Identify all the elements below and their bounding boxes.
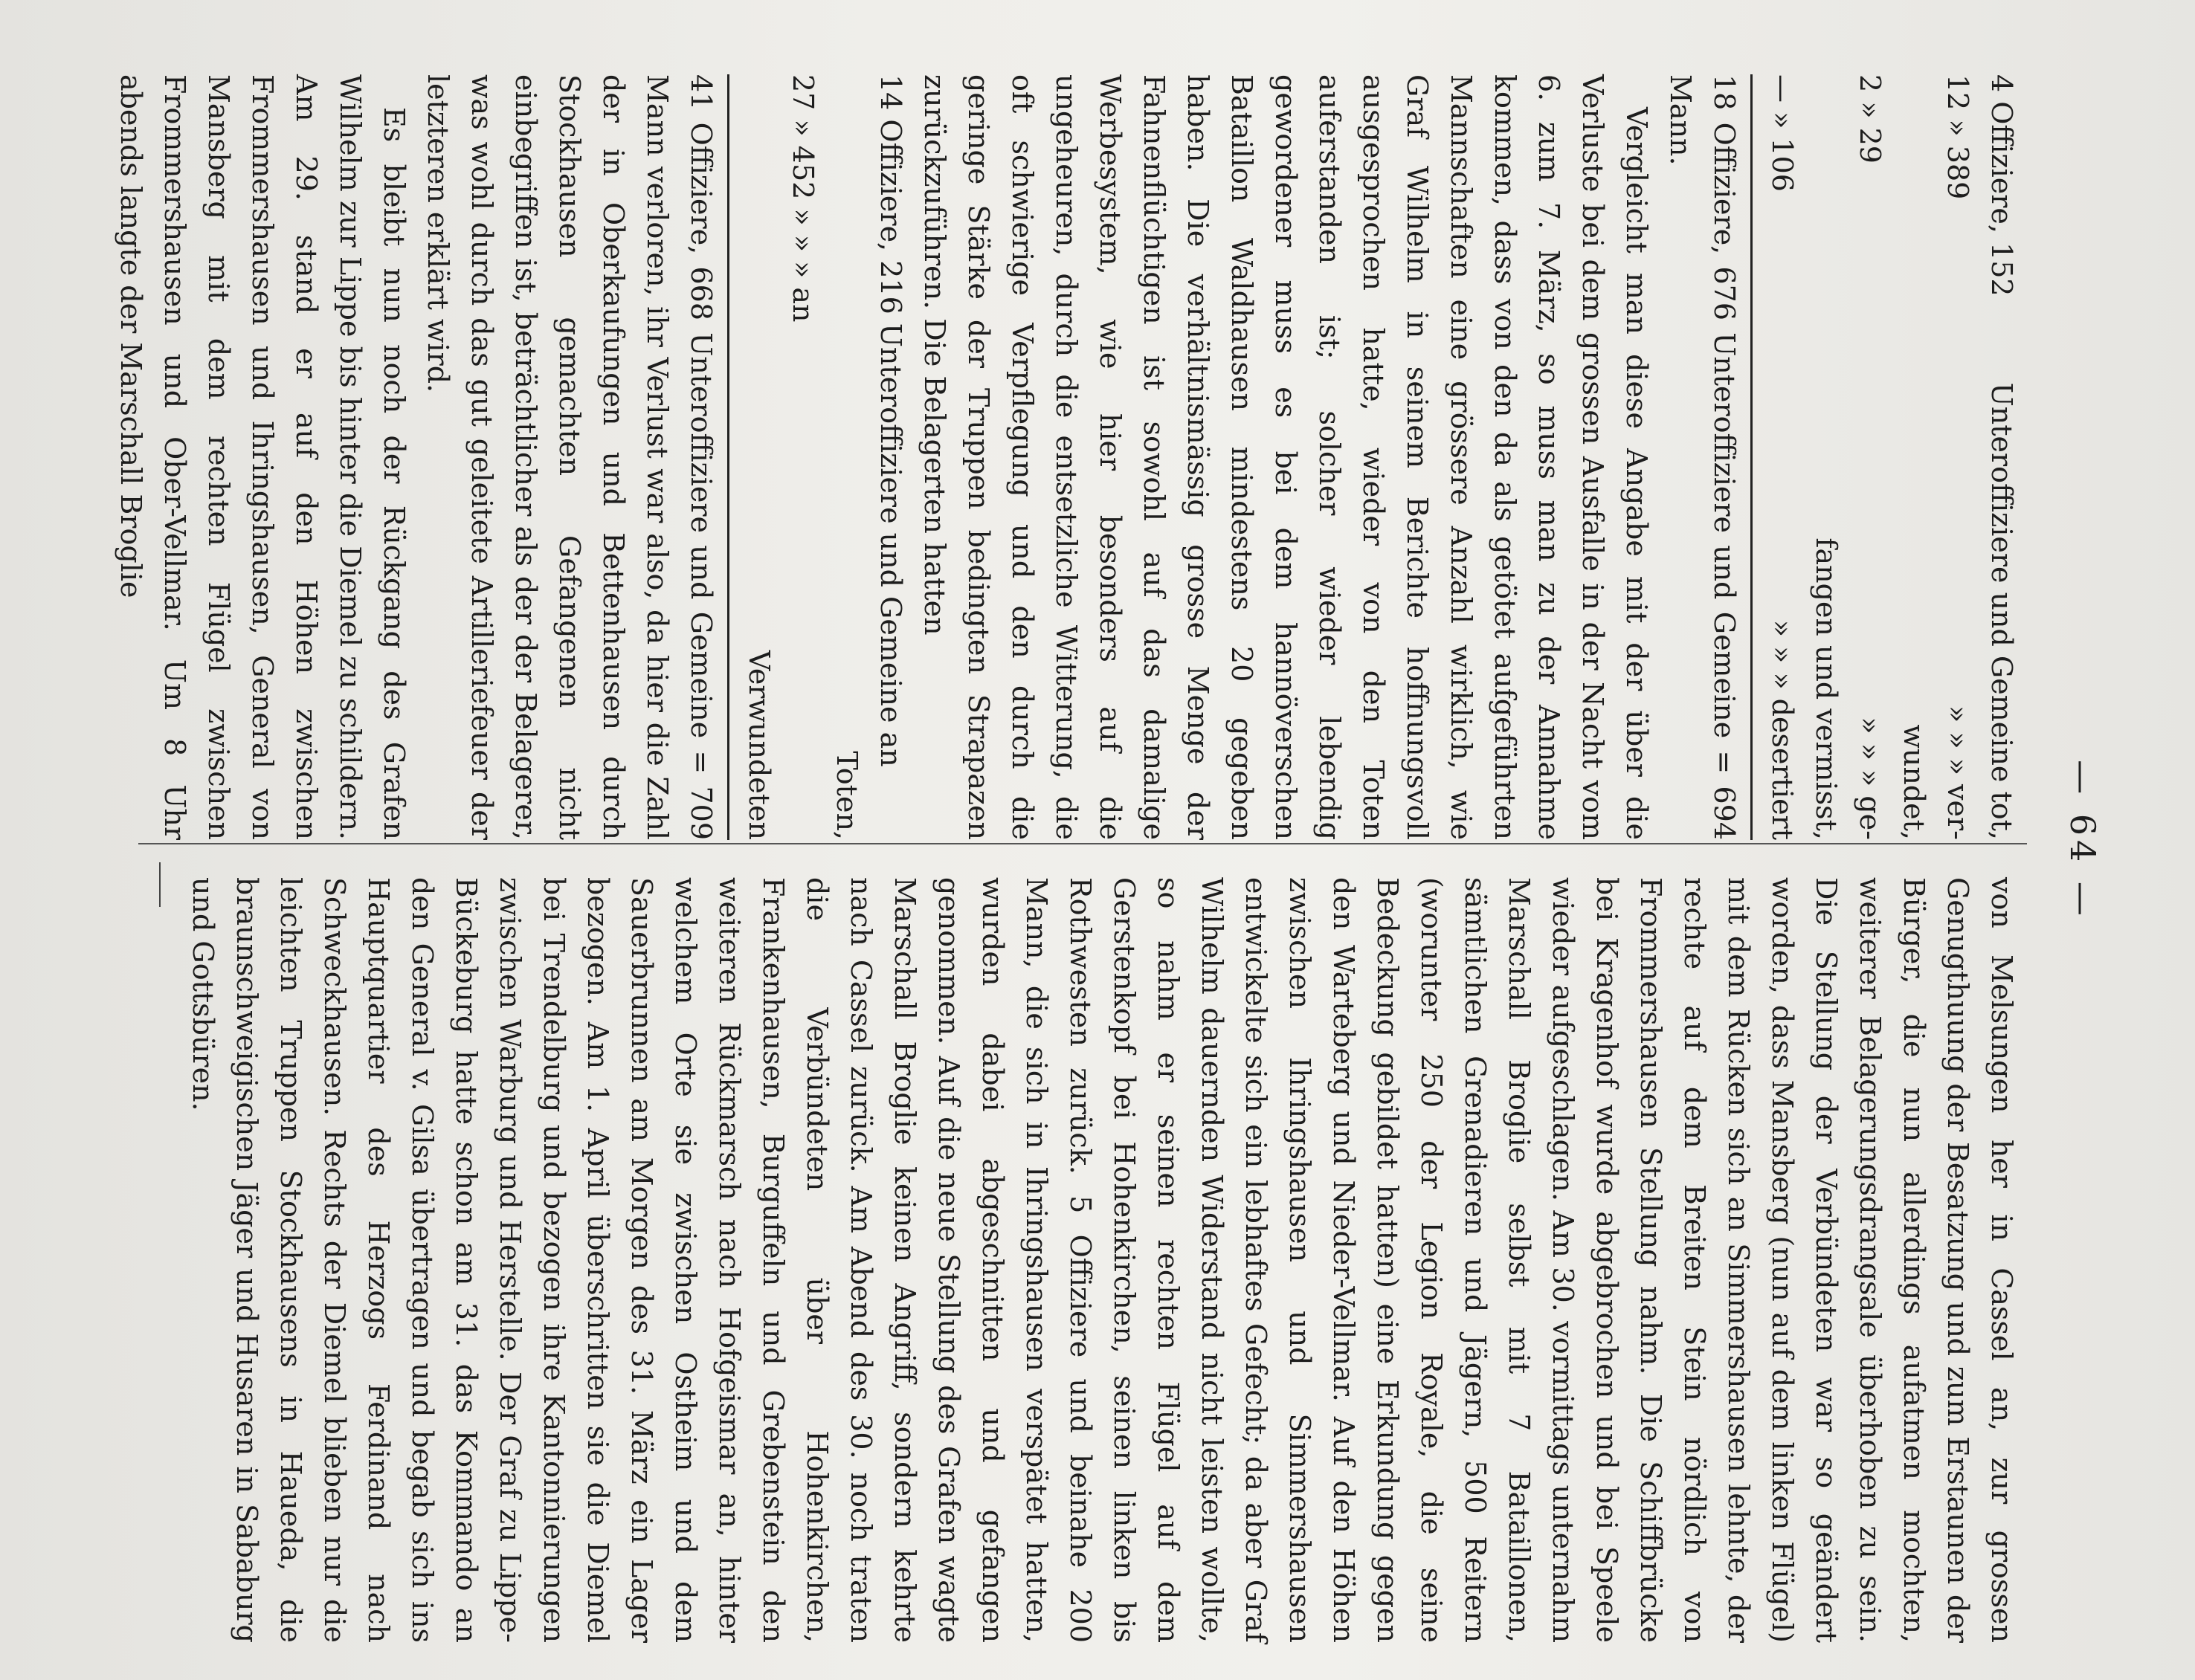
paragraph: Es bleibt nun noch der Rückgang des Grafen Wilhelm zur Lippe bis hinter die Diemel zu schildern. Am 29. stand er auf den Höhen zwischen Frommershausen und Ihringshausen, General von Mansberg mit dem rechten Flügel zwischen Frommershausen und Ober-Vellmar. Um 8 Uhr abends langte der Marschall Broglie <box>115 74 410 840</box>
loss-desc: » » » desertiert <box>1766 619 1799 840</box>
loss-desc: » » » ver- <box>1941 705 1974 840</box>
loss-count: 2 » 29 <box>1854 74 1886 164</box>
loss-line <box>781 74 825 840</box>
page-number: — 64 — <box>2063 760 2103 920</box>
loss-line <box>737 74 781 840</box>
loss-count: 12 » 389 <box>1941 74 1974 200</box>
loss-line <box>1979 74 2023 840</box>
loss-count: — » 106 <box>1766 74 1799 192</box>
loss-line <box>868 74 912 840</box>
loss-sum: 18 Offiziere, 676 Unteroffiziere und Gemeine = 694 Mann. <box>1664 74 1741 840</box>
loss-line <box>1760 74 1804 840</box>
loss-line <box>1848 74 1892 840</box>
loss-desc: 27 » 452 » » » an <box>787 74 819 323</box>
loss-desc: Verwundeten <box>743 650 776 840</box>
loss-desc: fangen und vermisst, <box>1810 537 1843 840</box>
rotated-book-page <box>71 22 2124 1658</box>
sum-rule <box>727 74 729 840</box>
loss-desc: Toten, <box>831 751 863 840</box>
loss-desc: 14 Offiziere, 216 Unteroffiziere und Gemeine an <box>874 74 907 767</box>
margin-rule <box>159 862 161 907</box>
sum-rule <box>1750 74 1753 840</box>
right-column <box>181 877 2023 1643</box>
left-column <box>109 74 2023 840</box>
loss-desc: Unteroffiziere und Gemeine tot, <box>1985 382 2018 840</box>
loss-sum: 41 Offiziere, 668 Unteroffiziere und Gemeine = 709 Mann verloren, ihr Verlust war also, da hier die Zahl der in Oberkaufungen und Bettenhausen durch Stockhausen gemachten Gefangenen nicht einbegriffen ist, beträchtlicher als der der Belagerer, was wohl durch das gut geleitete Artilleriefeuer der letzteren erklärt wird. <box>422 74 718 840</box>
loss-line <box>1892 74 1935 840</box>
paragraph: von Melsungen her in Cassel an, zur grossen Genugthuung der Besatzung und zum Erstaunen der Bürger, die nun allerdings aufatmen mochten, weiterer Belagerungsdrangsale überhoben zu sein. Die Stellung der Verbündeten war so geändert worden, dass Mansberg (nun auf dem linken Flügel) mit dem Rücken sich an Simmershausen lehnte, der rechte auf dem Breiten Stein nördlich von Frommershausen Stellung nahm. Die Schiffbrücke bei Kragenhof wurde abgebrochen und bei Speele wieder aufgeschlagen. Am 30. vormittags unternahm Marschall Broglie selbst mit 7 Bataillonen, sämtlichen Grenadieren und Jägern, 500 Reitern (worunter 250 der Legion Royale, die seine Bedeckung gebildet hatten) eine Erkundung gegen den Warteberg und Nieder-Vellmar. Auf den Höhen zwischen Ihringshausen und Simmershausen entwickelte sich ein lebhaftes Gefecht; da aber Graf Wilhelm dauernden Widerstand nicht leisten wollte, so nahm er seinen rechten Flügel auf dem Gerstenkopf bei Hohenkirchen, seinen linken bis Rothwesten zurück. 5 Offiziere und beinahe 200 Mann, die sich in Ihringshausen verspätet hatten, wurden dabei abgeschnitten und gefangen genommen. Auf die neue Stellung des Grafen wagte Marschall Broglie keinen Angriff, sondern kehrte nach Cassel zurück. Am Abend des 30. noch traten die Verbündeten über Hohenkirchen, Frankenhausen, Burguffeln und Grebenstein den weiteren Rückmarsch nach Hofgeismar an, hinter welchem Orte sie zwischen Ostheim und dem Sauerbrunnen am Morgen des 31. März ein Lager bezogen. Am 1. April überschritten sie die Diemel bei Trendelburg und bezogen ihre Kantonnierungen zwischen Warburg und Herstelle. Der Graf zu Lippe-Bückeburg hatte schon am 31. das Kommando an den General v. Gilsa übertragen und begab sich ins Hauptquartier des Herzogs Ferdinand nach Schweckhausen. Rechts der Diemel blieben nur die leichten Truppen Stockhausens in Haueda, die braunschweigischen Jäger und Husaren in Sababurg und Gottsbüren. <box>187 877 2018 1643</box>
loss-count: 4 Offiziere, 152 <box>1985 74 2018 297</box>
column-divider <box>138 843 2027 844</box>
paragraph: Vergleicht man diese Angabe mit der über die Verluste bei dem grossen Ausfalle in der Nacht vom 6. zum 7. März, so muss man zu der Annahme kommen, dass von den da als getötet aufgeführten Mannschaften eine grössere Anzahl wirklich, wie Graf Wilhelm in seinem Berichte hoffnungsvoll ausgesprochen hatte, wieder von den Toten auferstanden ist; solcher wieder lebendig gewordener muss es bei dem hannöverschen Bataillon Waldhausen mindestens 20 gegeben haben. Die verhältnismässig grosse Menge der Fahnenflüchtigen ist sowohl auf das damalige Werbesystem, wie hier besonders auf die ungeheuren, durch die entsetzliche Witterung, die oft schwierige Verpflegung und den durch die geringe Stärke der Truppen bedingten Strapazen zurückzuführen. Die Belagerten hatten <box>918 74 1653 840</box>
loss-desc: wundet, <box>1898 724 1930 840</box>
loss-line <box>825 74 868 840</box>
loss-line <box>1804 74 1848 840</box>
loss-desc: » » » ge- <box>1854 717 1886 840</box>
loss-line <box>1935 74 1979 840</box>
